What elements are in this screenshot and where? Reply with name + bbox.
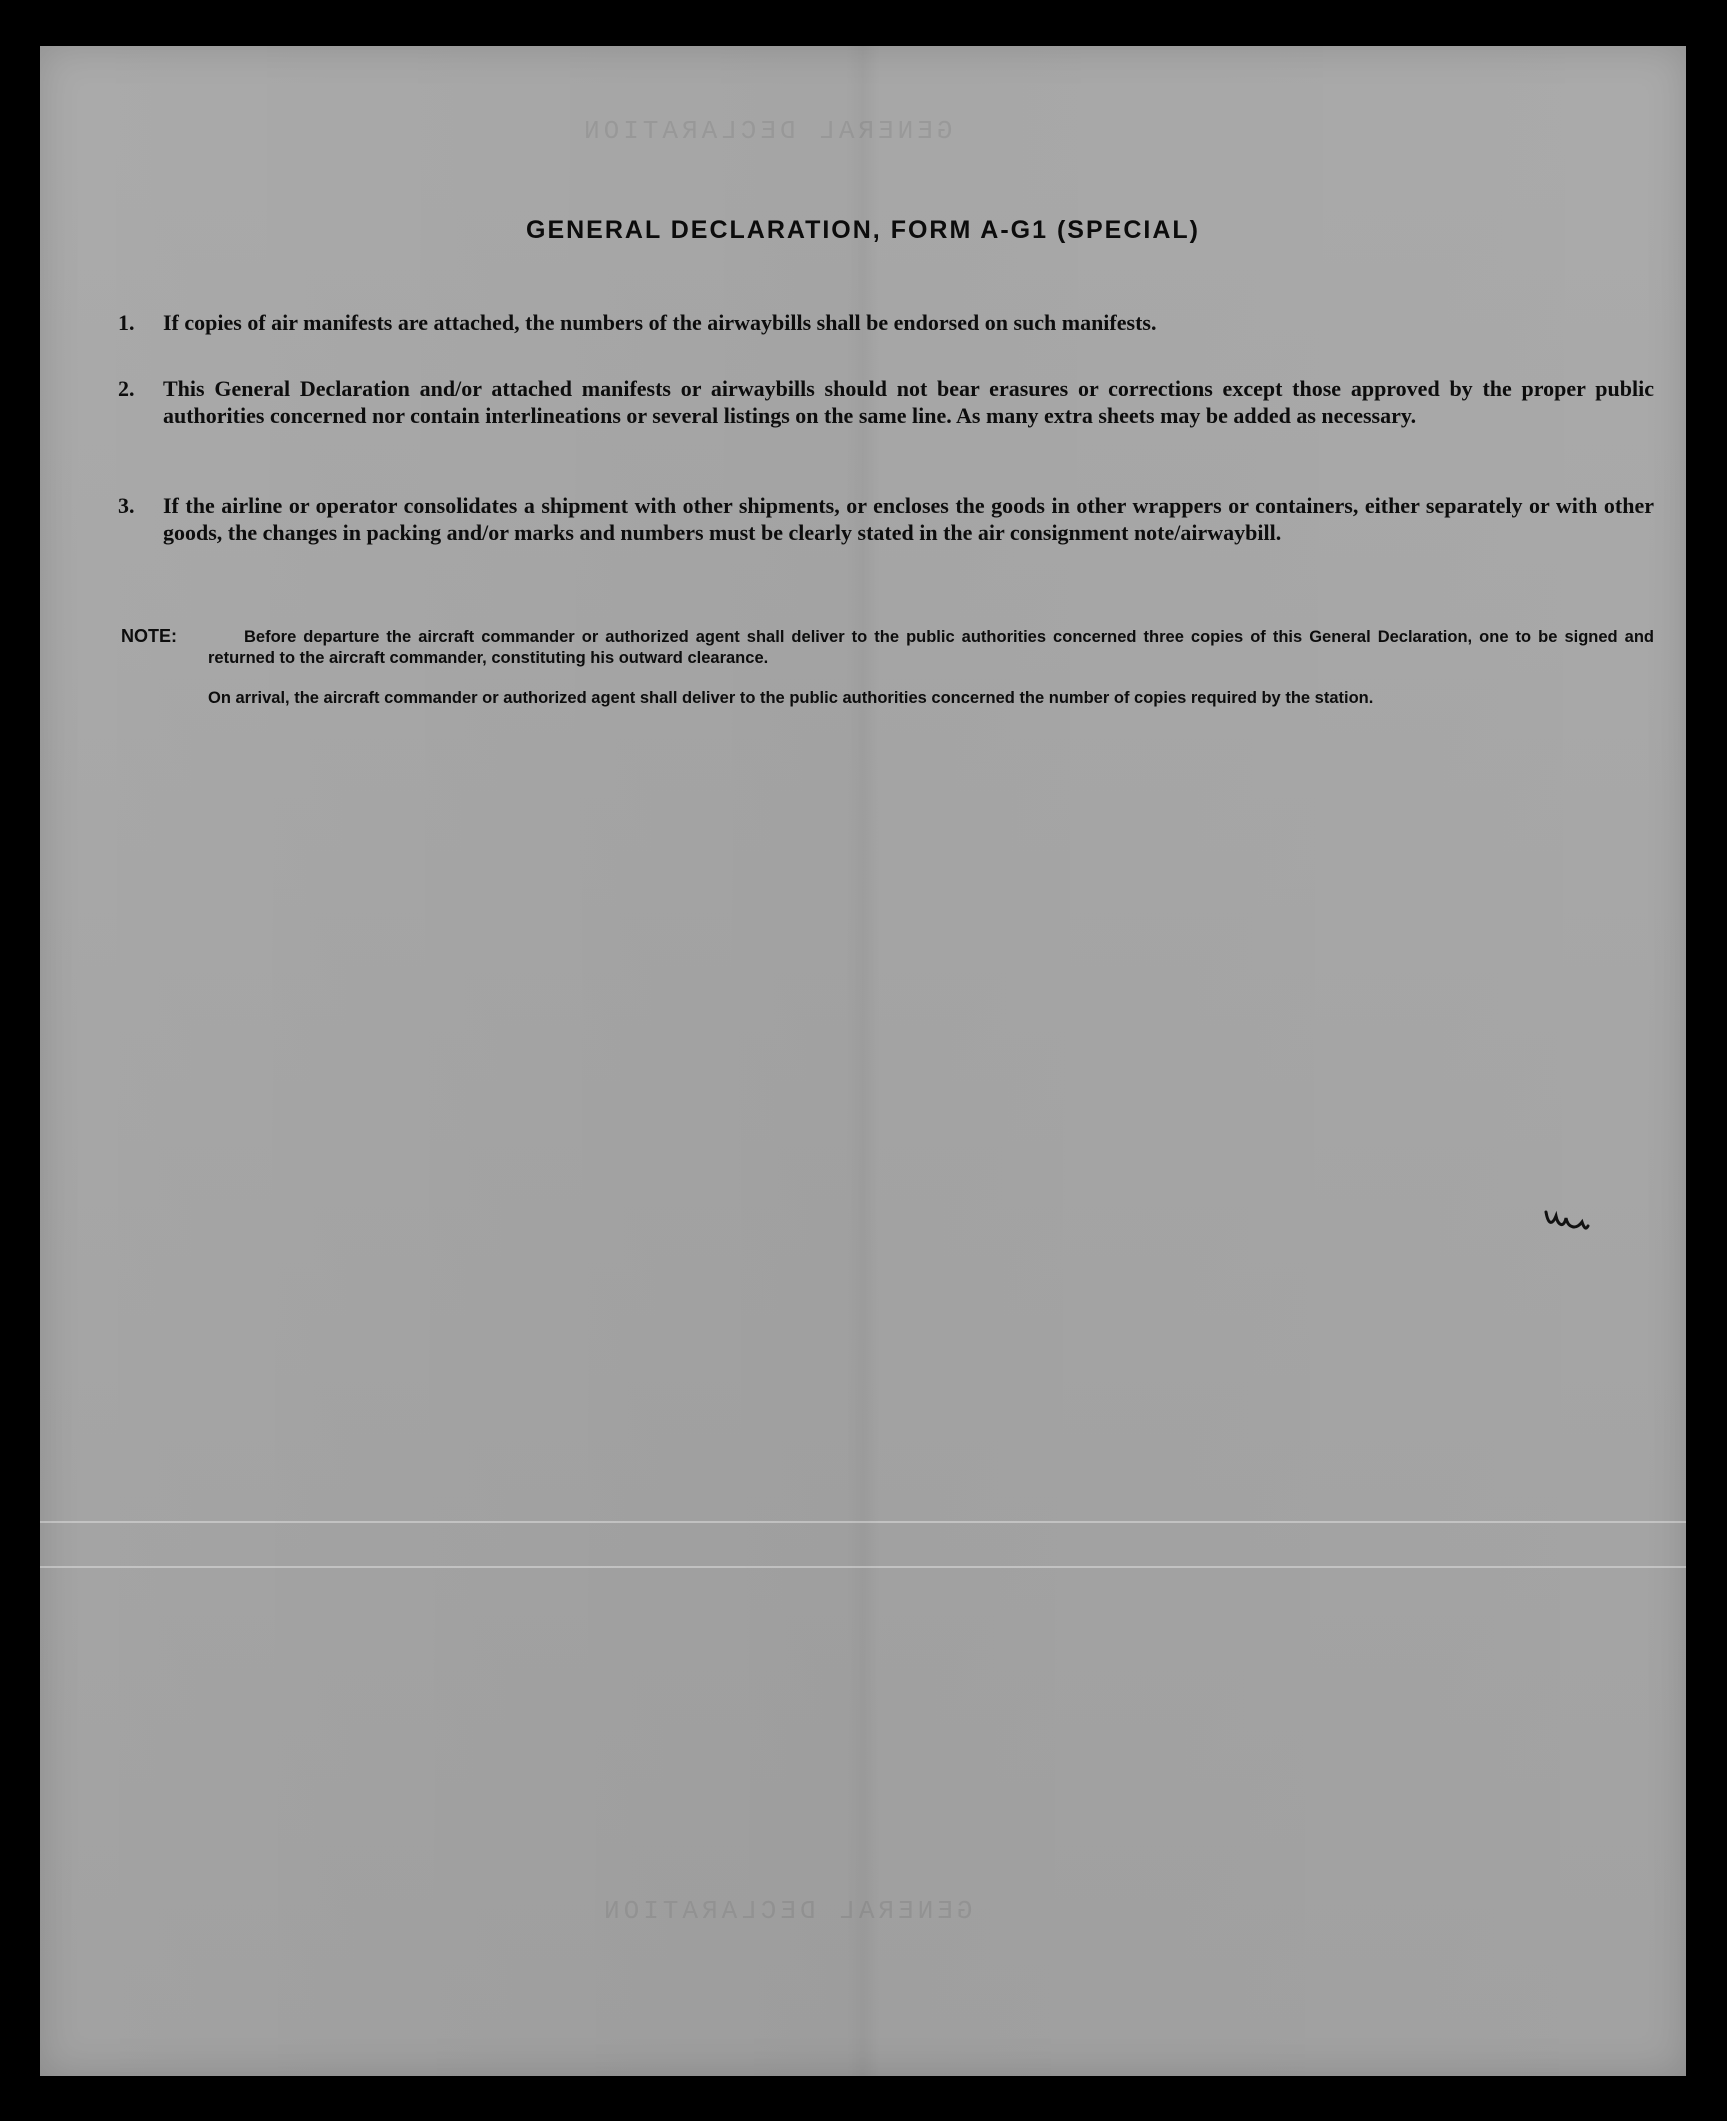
instruction-item-2 <box>118 375 1654 429</box>
item-text: If the airline or operator consolidates a shipment with other shipments, or encloses the goods in other wrappers or containers, either separately or with other goods, the changes in packing and/or marks and numbers must be clearly stated in the air consignment note/airwaybill. <box>163 493 1654 545</box>
note-label: NOTE: <box>121 626 177 646</box>
instruction-item-3 <box>118 492 1654 546</box>
form-title: GENERAL DECLARATION, FORM A-G1 (SPECIAL) <box>526 216 1200 244</box>
bleed-through-text: GENERAL DECLARATION <box>600 1896 973 1926</box>
note-paragraph-arrival: On arrival, the aircraft commander or authorized agent shall deliver to the public authorities concerned the number of copies required by the station. <box>208 689 1374 707</box>
item-text: This General Declaration and/or attached manifests or airwaybills should not bear erasures or corrections except those approved by the proper public authorities concerned nor contain interlineations or several listings on the same line. As many extra sheets may be added as necessary. <box>163 376 1654 428</box>
item-number: 1. <box>118 310 135 335</box>
item-number: 3. <box>118 493 135 518</box>
item-text: If copies of air manifests are attached, the numbers of the airwaybills shall be endorsed on such manifests. <box>163 310 1157 335</box>
bleed-through-text: GENERAL DECLARATION <box>580 116 953 146</box>
document-page <box>40 46 1686 2076</box>
handwritten-mark <box>1542 1204 1592 1244</box>
item-number: 2. <box>118 376 135 401</box>
note-paragraph-departure: Before departure the aircraft commander or authorized agent shall deliver to the public authorities concerned three copies of this General Declaration, one to be signed and returned to the aircraft commander, constituting his outward clearance. <box>208 628 1654 667</box>
instruction-item-1 <box>118 309 1654 336</box>
fold-line <box>40 1566 1686 1568</box>
fold-line <box>40 1521 1686 1523</box>
